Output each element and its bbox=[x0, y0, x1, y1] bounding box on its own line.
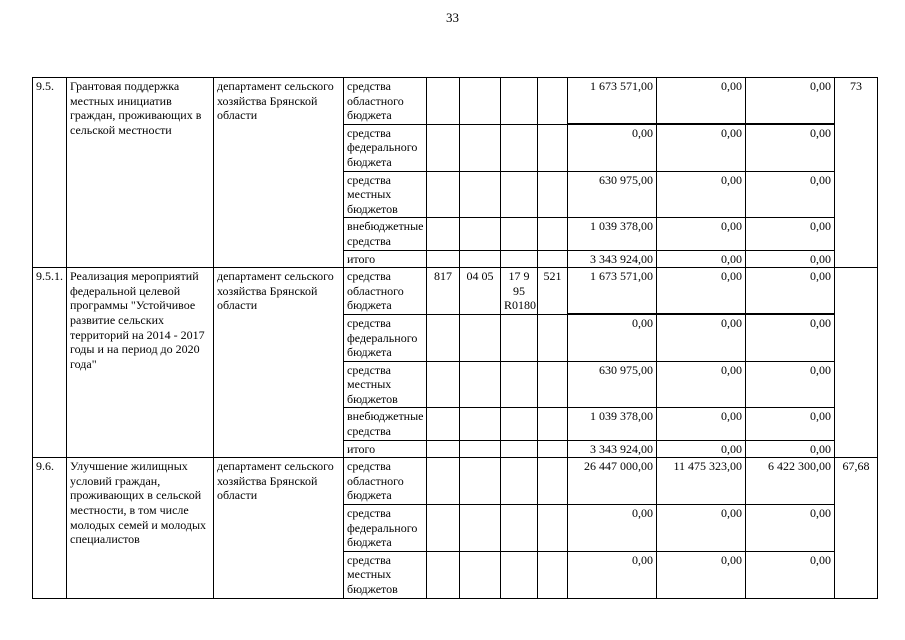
table-row bbox=[33, 458, 878, 505]
grbs-cell bbox=[427, 440, 460, 458]
expense-type-cell bbox=[538, 505, 568, 552]
amount-year-3: 0,00 bbox=[746, 505, 835, 552]
funding-source-label: внебюджетные средства bbox=[344, 408, 427, 440]
target-item-cell bbox=[501, 458, 538, 505]
amount-year-3: 6 422 300,00 bbox=[746, 458, 835, 505]
section-code-cell bbox=[460, 408, 501, 440]
funding-source-label: средства местных бюджетов bbox=[344, 551, 427, 598]
target-item-cell bbox=[501, 361, 538, 408]
funding-source-label: средства федерального бюджета bbox=[344, 505, 427, 552]
amount-year-3: 0,00 bbox=[746, 268, 835, 315]
grbs-cell bbox=[427, 250, 460, 268]
item-name: Улучшение жилищных условий граждан, проживающих в сельской местности, в том числе молодых семей и молодых специалистов bbox=[67, 458, 214, 598]
item-name: Грантовая поддержка местных инициатив граждан, проживающих в сельской местности bbox=[67, 78, 214, 268]
grbs-cell bbox=[427, 551, 460, 598]
target-item-cell bbox=[501, 551, 538, 598]
amount-year-1: 3 343 924,00 bbox=[568, 440, 657, 458]
amount-year-3: 0,00 bbox=[746, 171, 835, 218]
amount-year-3: 0,00 bbox=[746, 78, 835, 125]
funding-source-label: средства местных бюджетов bbox=[344, 171, 427, 218]
funding-source-label: средства федерального бюджета bbox=[344, 124, 427, 171]
funding-source-label: итого bbox=[344, 250, 427, 268]
item-executor: департамент сельского хозяйства Брянской области bbox=[214, 268, 344, 458]
amount-year-1: 1 039 378,00 bbox=[568, 218, 657, 250]
amount-year-2: 0,00 bbox=[657, 268, 746, 315]
expense-type-cell: 521 bbox=[538, 268, 568, 315]
target-item-cell bbox=[501, 440, 538, 458]
item-number: 9.5. bbox=[33, 78, 67, 268]
section-code-cell bbox=[460, 551, 501, 598]
table-row bbox=[33, 268, 878, 315]
target-item-cell bbox=[501, 171, 538, 218]
grbs-cell bbox=[427, 171, 460, 218]
amount-year-1: 1 039 378,00 bbox=[568, 408, 657, 440]
funding-source-label: средства местных бюджетов bbox=[344, 361, 427, 408]
funding-source-label: средства областного бюджета bbox=[344, 78, 427, 125]
amount-year-1: 0,00 bbox=[568, 314, 657, 361]
amount-year-1: 630 975,00 bbox=[568, 171, 657, 218]
section-code-cell bbox=[460, 505, 501, 552]
indicator-value bbox=[835, 268, 878, 458]
grbs-cell bbox=[427, 218, 460, 250]
indicator-value: 67,68 bbox=[835, 458, 878, 598]
expense-type-cell bbox=[538, 314, 568, 361]
item-number: 9.6. bbox=[33, 458, 67, 598]
item-number: 9.5.1. bbox=[33, 268, 67, 458]
amount-year-3: 0,00 bbox=[746, 250, 835, 268]
grbs-cell: 817 bbox=[427, 268, 460, 315]
amount-year-2: 0,00 bbox=[657, 78, 746, 125]
section-code-cell bbox=[460, 124, 501, 171]
amount-year-3: 0,00 bbox=[746, 408, 835, 440]
expense-type-cell bbox=[538, 551, 568, 598]
amount-year-3: 0,00 bbox=[746, 551, 835, 598]
amount-year-3: 0,00 bbox=[746, 361, 835, 408]
amount-year-3: 0,00 bbox=[746, 440, 835, 458]
amount-year-2: 0,00 bbox=[657, 408, 746, 440]
target-item-cell bbox=[501, 78, 538, 125]
grbs-cell bbox=[427, 124, 460, 171]
expense-type-cell bbox=[538, 408, 568, 440]
section-code-cell bbox=[460, 78, 501, 125]
grbs-cell bbox=[427, 314, 460, 361]
item-executor: департамент сельского хозяйства Брянской области bbox=[214, 458, 344, 598]
target-item-cell bbox=[501, 408, 538, 440]
budget-table bbox=[32, 77, 878, 599]
grbs-cell bbox=[427, 408, 460, 440]
target-item-cell bbox=[501, 124, 538, 171]
expense-type-cell bbox=[538, 218, 568, 250]
grbs-cell bbox=[427, 458, 460, 505]
target-item-cell bbox=[501, 250, 538, 268]
expense-type-cell bbox=[538, 361, 568, 408]
expense-type-cell bbox=[538, 440, 568, 458]
funding-source-label: средства федерального бюджета bbox=[344, 314, 427, 361]
item-name: Реализация мероприятий федеральной целевой программы "Устойчивое развитие сельских территорий на 2014 - 2017 годы и на период до 2020 года" bbox=[67, 268, 214, 458]
indicator-value: 73 bbox=[835, 78, 878, 268]
funding-source-label: итого bbox=[344, 440, 427, 458]
section-code-cell: 04 05 bbox=[460, 268, 501, 315]
amount-year-2: 0,00 bbox=[657, 218, 746, 250]
amount-year-1: 630 975,00 bbox=[568, 361, 657, 408]
amount-year-1: 1 673 571,00 bbox=[568, 268, 657, 315]
target-item-cell: 17 9 95 R0180 bbox=[501, 268, 538, 315]
target-item-cell bbox=[501, 505, 538, 552]
amount-year-1: 0,00 bbox=[568, 551, 657, 598]
grbs-cell bbox=[427, 505, 460, 552]
amount-year-2: 0,00 bbox=[657, 171, 746, 218]
funding-source-label: внебюджетные средства bbox=[344, 218, 427, 250]
section-code-cell bbox=[460, 250, 501, 268]
amount-year-2: 0,00 bbox=[657, 505, 746, 552]
amount-year-3: 0,00 bbox=[746, 314, 835, 361]
section-code-cell bbox=[460, 171, 501, 218]
amount-year-1: 26 447 000,00 bbox=[568, 458, 657, 505]
expense-type-cell bbox=[538, 250, 568, 268]
page-number: 33 bbox=[446, 10, 459, 25]
funding-source-label: средства областного бюджета bbox=[344, 458, 427, 505]
funding-source-label: средства областного бюджета bbox=[344, 268, 427, 315]
amount-year-2: 0,00 bbox=[657, 440, 746, 458]
target-item-cell bbox=[501, 314, 538, 361]
expense-type-cell bbox=[538, 171, 568, 218]
amount-year-1: 3 343 924,00 bbox=[568, 250, 657, 268]
section-code-cell bbox=[460, 440, 501, 458]
target-item-cell bbox=[501, 218, 538, 250]
amount-year-3: 0,00 bbox=[746, 124, 835, 171]
item-executor: департамент сельского хозяйства Брянской области bbox=[214, 78, 344, 268]
section-code-cell bbox=[460, 361, 501, 408]
grbs-cell bbox=[427, 78, 460, 125]
amount-year-3: 0,00 bbox=[746, 218, 835, 250]
section-code-cell bbox=[460, 218, 501, 250]
amount-year-2: 0,00 bbox=[657, 124, 746, 171]
expense-type-cell bbox=[538, 124, 568, 171]
amount-year-1: 1 673 571,00 bbox=[568, 78, 657, 125]
amount-year-1: 0,00 bbox=[568, 505, 657, 552]
expense-type-cell bbox=[538, 458, 568, 505]
expense-type-cell bbox=[538, 78, 568, 125]
amount-year-2: 0,00 bbox=[657, 314, 746, 361]
section-code-cell bbox=[460, 314, 501, 361]
section-code-cell bbox=[460, 458, 501, 505]
grbs-cell bbox=[427, 361, 460, 408]
amount-year-2: 0,00 bbox=[657, 551, 746, 598]
table-row bbox=[33, 78, 878, 125]
amount-year-2: 0,00 bbox=[657, 250, 746, 268]
amount-year-2: 11 475 323,00 bbox=[657, 458, 746, 505]
amount-year-1: 0,00 bbox=[568, 124, 657, 171]
amount-year-2: 0,00 bbox=[657, 361, 746, 408]
